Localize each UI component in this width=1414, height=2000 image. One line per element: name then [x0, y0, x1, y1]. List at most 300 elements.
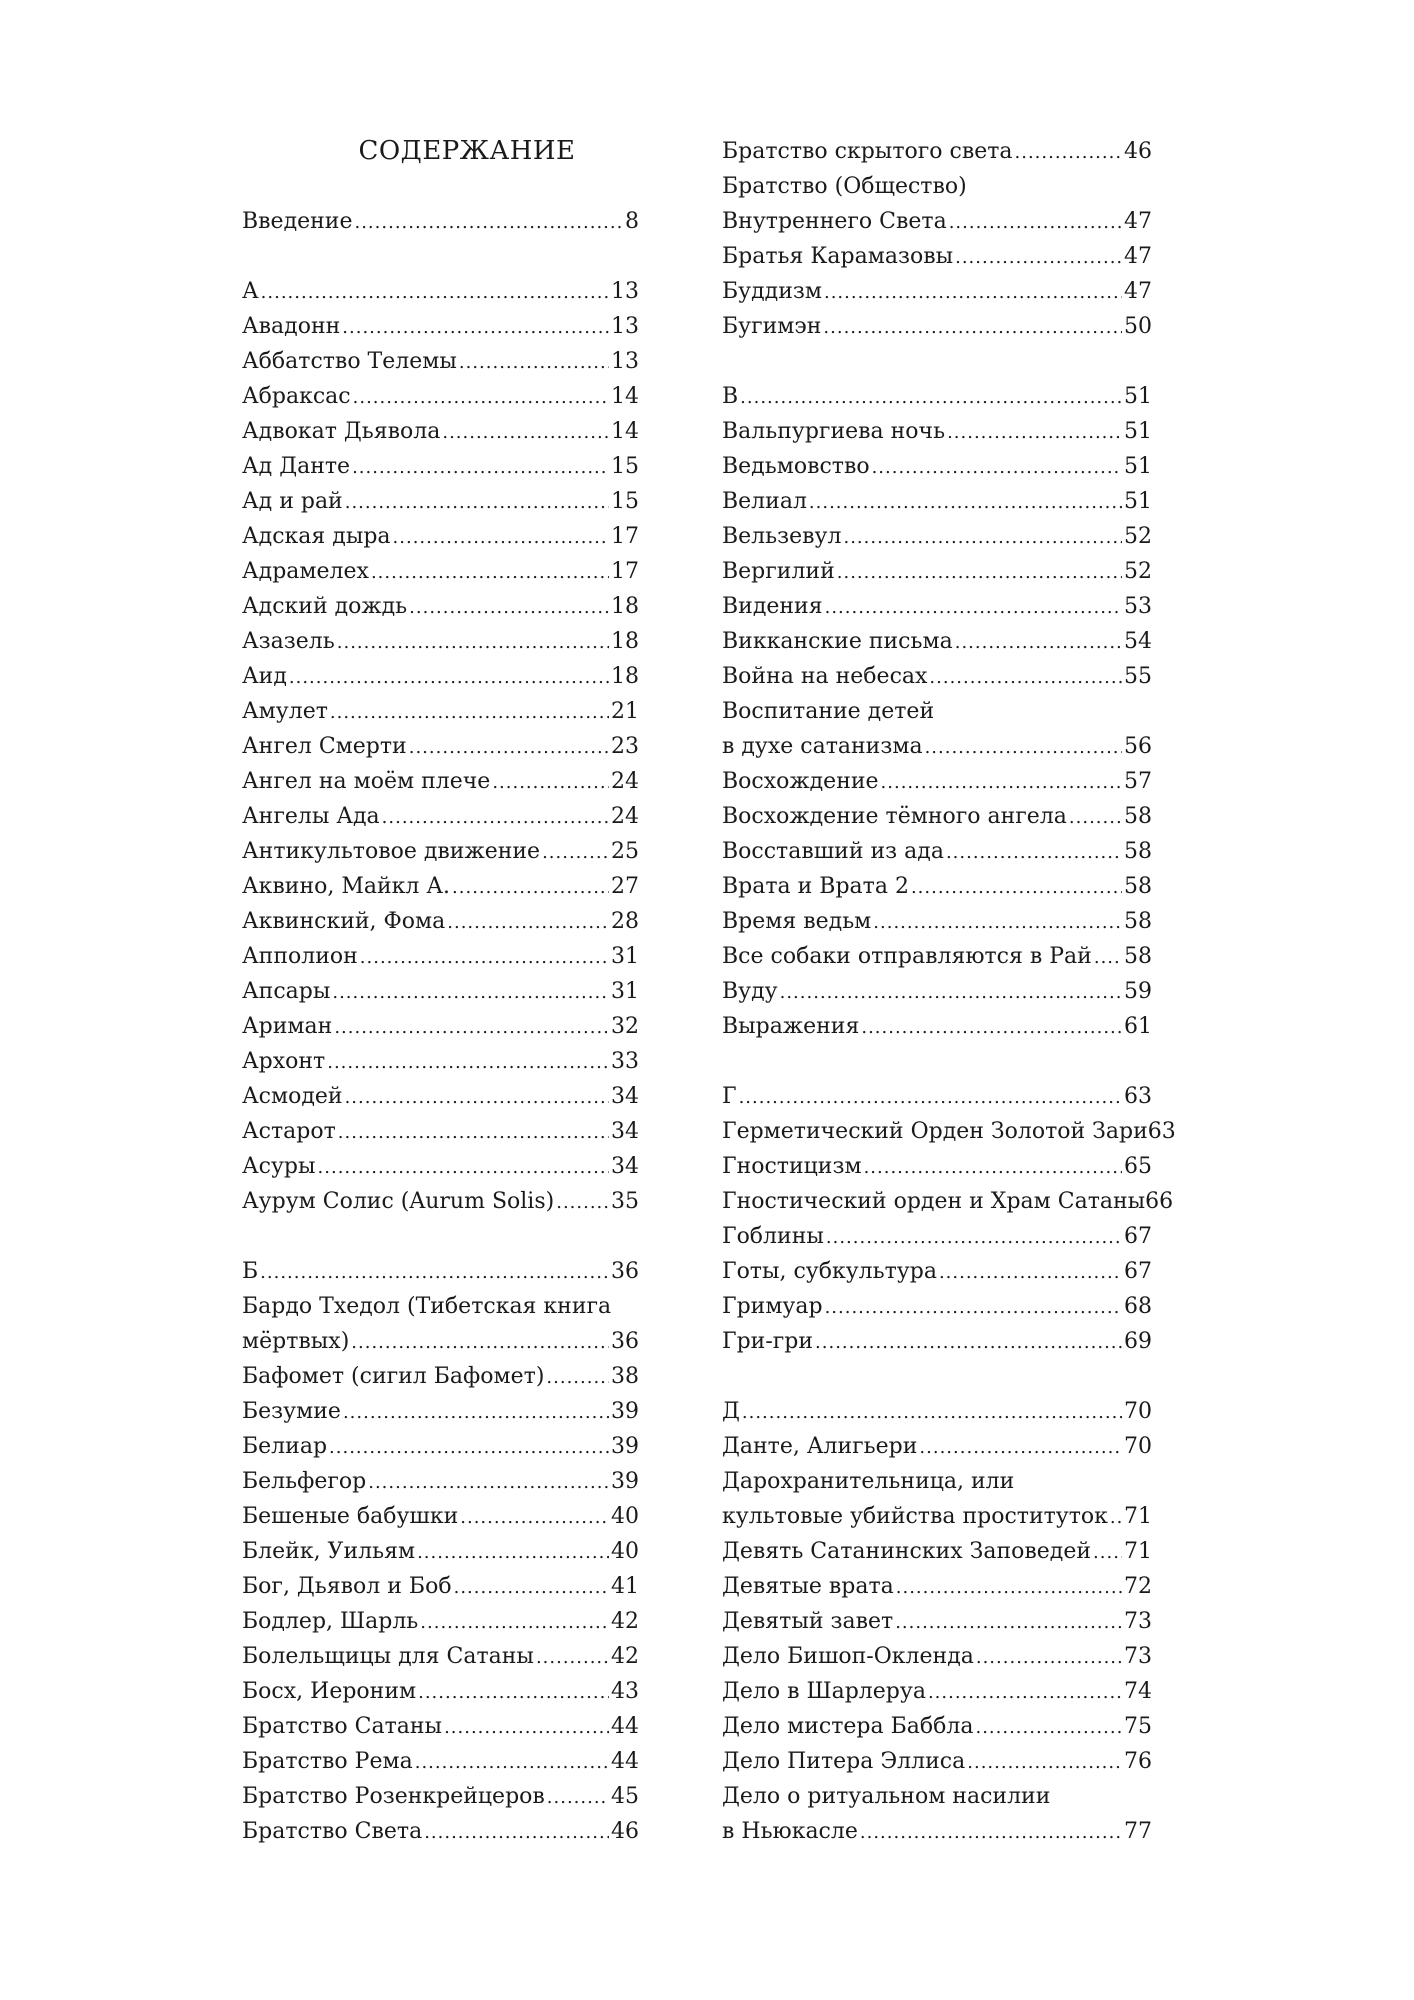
- toc-entry-page: 74: [1124, 1679, 1152, 1704]
- dot-leader: [418, 1674, 609, 1709]
- toc-entry-label: В: [722, 384, 739, 409]
- toc-entry-label: Братство скрытого света: [722, 139, 1013, 164]
- toc-entry: [722, 1604, 1152, 1639]
- toc-entry-label: Восставший из ада: [722, 839, 944, 864]
- dot-leader: [345, 1079, 609, 1114]
- toc-entry-label: Все собаки отправляются в Рай: [722, 944, 1092, 969]
- toc-entry: [242, 1779, 639, 1814]
- dot-leader: [542, 834, 609, 869]
- toc-entry: [722, 659, 1152, 694]
- toc-entry: [242, 414, 639, 449]
- toc-entry: [242, 1324, 639, 1359]
- toc-letter-b: [242, 1254, 639, 1289]
- toc-entry-page: 52: [1124, 524, 1152, 549]
- dot-leader: [536, 1639, 609, 1674]
- dot-leader: [337, 624, 609, 659]
- toc-entry-label: Девятые врата: [722, 1574, 894, 1599]
- toc-entry-page: 56: [1124, 734, 1152, 759]
- dot-leader: [327, 1044, 609, 1079]
- toc-entry: [242, 1604, 639, 1639]
- toc-entry-page: 14: [611, 419, 639, 444]
- dot-leader: [826, 1219, 1122, 1254]
- toc-entry: [242, 1009, 639, 1044]
- toc-entry: [722, 1219, 1152, 1254]
- dot-leader: [334, 1009, 609, 1044]
- toc-entry: [242, 974, 639, 1009]
- toc-entry: [722, 1639, 1152, 1674]
- toc-entry-page: 14: [611, 384, 639, 409]
- toc-entry: [242, 484, 639, 519]
- page-title: СОДЕРЖАНИЕ: [358, 136, 576, 166]
- dot-leader: [809, 484, 1122, 519]
- toc-entry: [722, 1569, 1152, 1604]
- toc-entry-label: Введение: [242, 209, 353, 234]
- toc-entry-page: 46: [611, 1819, 639, 1844]
- toc-entry: [242, 1184, 639, 1219]
- dot-leader: [424, 1814, 609, 1849]
- dot-leader: [929, 659, 1122, 694]
- toc-entry-page: 44: [611, 1749, 639, 1774]
- dot-leader: [919, 1429, 1122, 1464]
- toc-entry: [722, 1009, 1152, 1044]
- toc-entry-page: 39: [611, 1469, 639, 1494]
- toc-entry: [242, 939, 639, 974]
- dot-leader: [861, 1009, 1122, 1044]
- toc-entry-page: 45: [611, 1784, 639, 1809]
- toc-entry: [242, 554, 639, 589]
- toc-entry-page: 51: [1124, 489, 1152, 514]
- toc-entry-label: Астарот: [242, 1119, 336, 1144]
- toc-entry: [242, 309, 639, 344]
- toc-entry-page: 65: [1124, 1154, 1152, 1179]
- toc-entry: [722, 974, 1152, 1009]
- toc-entry: [722, 1534, 1152, 1569]
- toc-entry: [722, 1429, 1152, 1464]
- dot-leader: [420, 1604, 609, 1639]
- toc-entry-label: Выражения: [722, 1014, 860, 1039]
- toc-entry-page: 41: [611, 1574, 639, 1599]
- toc-entry-label: Асмодей: [242, 1084, 343, 1109]
- toc-entry: [242, 1534, 639, 1569]
- dot-leader: [330, 694, 609, 729]
- toc-entry-label: Бодлер, Шарль: [242, 1609, 419, 1634]
- toc-entry: [722, 519, 1152, 554]
- toc-entry-page: 61: [1124, 1014, 1152, 1039]
- toc-entry-label: Г: [722, 1084, 737, 1109]
- toc-entry-page: 50: [1124, 314, 1152, 339]
- dot-leader: [343, 1394, 609, 1429]
- toc-entry: [242, 1639, 639, 1674]
- toc-entry-page: 36: [611, 1329, 639, 1354]
- toc-entry-label: Вуду: [722, 979, 778, 1004]
- toc-entry-page: 35: [611, 1189, 639, 1214]
- toc-entry-page: 33: [611, 1049, 639, 1074]
- toc-entry: [722, 239, 1152, 274]
- toc-entry-page: 39: [611, 1434, 639, 1459]
- toc-entry-label: в Ньюкасле: [722, 1819, 858, 1844]
- toc-entry: [722, 624, 1152, 659]
- dot-leader: [742, 1394, 1122, 1429]
- toc-entry-label: Апсары: [242, 979, 331, 1004]
- toc-entry-label: Босх, Иероним: [242, 1679, 417, 1704]
- dot-leader: [837, 554, 1122, 589]
- toc-entry-label: мёртвых): [242, 1329, 350, 1354]
- toc-entry-page: 63: [1124, 1084, 1152, 1109]
- toc-entry-label: Гностицизм: [722, 1154, 862, 1179]
- toc-entry-label: Архонт: [242, 1049, 326, 1074]
- dot-leader: [824, 274, 1122, 309]
- toc-column-left: [242, 134, 639, 1849]
- toc-entry-line: Дарохранительница, или: [722, 1469, 1015, 1494]
- toc-entry-label: Апполион: [242, 944, 358, 969]
- toc-entry-label: Белиар: [242, 1434, 328, 1459]
- toc-entry-page: 47: [1124, 244, 1152, 269]
- dot-leader: [329, 1429, 609, 1464]
- toc-entry-label: Блейк, Уильям: [242, 1539, 416, 1564]
- dot-leader: [371, 554, 609, 589]
- toc-entry-label: Д: [722, 1399, 740, 1424]
- dot-leader: [946, 834, 1122, 869]
- toc-entry-page: 40: [611, 1504, 639, 1529]
- toc-entry-page: 58: [1124, 839, 1152, 864]
- toc-entry: [722, 1149, 1152, 1184]
- dot-leader: [1094, 939, 1122, 974]
- toc-entry-intro: [242, 204, 639, 239]
- toc-entry-label: Ангел на моём плече: [242, 769, 491, 794]
- toc-entry: [722, 589, 1152, 624]
- toc-entry-label: Братство Сатаны: [242, 1714, 443, 1739]
- dot-leader: [955, 239, 1122, 274]
- toc-entry-label: Ведьмовство: [722, 454, 870, 479]
- dot-leader: [417, 1534, 609, 1569]
- toc-entry: [242, 519, 639, 554]
- toc-entry-label: Дело Бишоп-Окленда: [722, 1644, 974, 1669]
- toc-entry-label: Дело мистера Баббла: [722, 1714, 974, 1739]
- toc-entry-label: Гримуар: [722, 1294, 823, 1319]
- toc-entry-line: Братство (Общество): [722, 174, 967, 199]
- toc-entry: [242, 449, 639, 484]
- toc-entry-page: 39: [611, 1399, 639, 1424]
- toc-entry-page: 75: [1124, 1714, 1152, 1739]
- toc-entry-page: 72: [1124, 1574, 1152, 1599]
- toc-entry: [242, 589, 639, 624]
- toc-entry: [242, 1464, 639, 1499]
- toc-entry-line: Воспитание детей: [722, 699, 935, 724]
- toc-entry: [242, 904, 639, 939]
- dot-leader: [1093, 1534, 1122, 1569]
- dot-leader: [382, 799, 609, 834]
- toc-entry-page: 23: [611, 734, 639, 759]
- toc-entry-label: Гоблины: [722, 1224, 824, 1249]
- toc-entry-label: Адрамелех: [242, 559, 369, 584]
- toc-entry-page: 57: [1124, 769, 1152, 794]
- toc-entry-label: Аид: [242, 664, 287, 689]
- toc-entry-page: 36: [611, 1259, 639, 1284]
- toc-entry-page: 17: [611, 559, 639, 584]
- toc-entry-label: Авадонн: [242, 314, 341, 339]
- toc-entry-page: 21: [611, 699, 639, 724]
- dot-leader: [825, 589, 1122, 624]
- dot-leader: [409, 589, 609, 624]
- toc-entry: [722, 204, 1152, 239]
- toc-entry: [722, 1289, 1152, 1324]
- toc-entry-page: 17: [611, 524, 639, 549]
- dot-leader: [955, 624, 1122, 659]
- toc-entry-label: Данте, Алигьери: [722, 1434, 918, 1459]
- dot-leader: [911, 869, 1122, 904]
- toc-entry-page: 42: [611, 1609, 639, 1634]
- dot-leader: [815, 1324, 1122, 1359]
- toc-entry-page: 24: [611, 769, 639, 794]
- toc-entry-label: Ад Данте: [242, 454, 351, 479]
- toc-entry-page: 31: [611, 979, 639, 1004]
- toc-entry-label: Буддизм: [722, 279, 822, 304]
- dot-leader: [360, 939, 609, 974]
- toc-entry: [242, 659, 639, 694]
- toc-entry: [722, 1499, 1152, 1534]
- toc-entry-page: 18: [611, 629, 639, 654]
- toc-entry: [722, 414, 1152, 449]
- toc-entry: [242, 694, 639, 729]
- toc-entry: [242, 1709, 639, 1744]
- toc-entry-label: Болельщицы для Сатаны: [242, 1644, 534, 1669]
- toc-entry-page: 76: [1124, 1749, 1152, 1774]
- dot-leader: [460, 1499, 609, 1534]
- toc-entry: [242, 1149, 639, 1184]
- toc-entry-page: 70: [1124, 1399, 1152, 1424]
- toc-entry: [242, 624, 639, 659]
- toc-entry: [242, 1114, 639, 1149]
- toc-entry: [242, 1429, 639, 1464]
- toc-entry-page: 71: [1124, 1539, 1152, 1564]
- toc-entry-page: 71: [1124, 1504, 1152, 1529]
- toc-entry-page: 42: [611, 1644, 639, 1669]
- toc-entry-page: 40: [611, 1539, 639, 1564]
- toc-entry-label: А: [242, 279, 259, 304]
- toc-entry-label: Братство Розенкрейцеров: [242, 1784, 545, 1809]
- toc-entry: [242, 1499, 639, 1534]
- dot-leader: [1069, 799, 1122, 834]
- toc-entry-page: 55: [1124, 664, 1152, 689]
- toc-entry-label: Велиал: [722, 489, 807, 514]
- toc-entry-label: Девять Сатанинских Заповедей: [722, 1539, 1092, 1564]
- dot-leader: [459, 344, 609, 379]
- toc-entry: [242, 344, 639, 379]
- toc-letter-v: [722, 379, 1152, 414]
- toc-entry-label: Бешеные бабушки: [242, 1504, 459, 1529]
- toc-entry-page: 73: [1124, 1609, 1152, 1634]
- toc-entry-page: 24: [611, 804, 639, 829]
- toc-entry-page: 53: [1124, 594, 1152, 619]
- toc-entry: [722, 484, 1152, 519]
- toc-entry-label: Викканские письма: [722, 629, 953, 654]
- toc-entry-page: 44: [611, 1714, 639, 1739]
- toc-entry-page: 51: [1124, 419, 1152, 444]
- dot-leader: [843, 519, 1122, 554]
- dot-leader: [949, 204, 1122, 239]
- dot-leader: [896, 1569, 1122, 1604]
- toc-entry-label: Аббатство Телемы: [242, 349, 457, 374]
- toc-entry-page: 25: [611, 839, 639, 864]
- dot-leader: [444, 1709, 609, 1744]
- dot-leader: [975, 1709, 1122, 1744]
- toc-entry: [722, 449, 1152, 484]
- toc-entry: [242, 729, 639, 764]
- toc-entry-page: 47: [1124, 209, 1152, 234]
- toc-entry: [722, 1254, 1152, 1289]
- dot-leader: [739, 1079, 1122, 1114]
- toc-entry-label: Война на небесах: [722, 664, 928, 689]
- toc-entry-label: Антикультовое движение: [242, 839, 541, 864]
- toc-letter-g: [722, 1079, 1152, 1114]
- toc-entry-label: Аурум Солис (Aurum Solis): [242, 1189, 555, 1214]
- toc-entry-page: 47: [1124, 279, 1152, 304]
- toc-entry: [722, 939, 1152, 974]
- dot-leader: [546, 1359, 609, 1394]
- dot-leader: [368, 1464, 609, 1499]
- toc-entry-page: 51: [1124, 454, 1152, 479]
- dot-leader: [928, 1674, 1122, 1709]
- dot-leader: [454, 1569, 609, 1604]
- toc-entry: [722, 309, 1152, 344]
- toc-entry: [242, 869, 639, 904]
- toc-entry-page: 15: [611, 454, 639, 479]
- dot-leader: [872, 449, 1122, 484]
- toc-entry-label: Асуры: [242, 1154, 316, 1179]
- dot-leader: [967, 1744, 1122, 1779]
- dot-leader: [547, 1779, 609, 1814]
- toc-entry-page: 73: [1124, 1644, 1152, 1669]
- toc-letter-a: [242, 274, 639, 309]
- dot-leader: [352, 449, 609, 484]
- dot-leader: [864, 1149, 1122, 1184]
- toc-entry-label: Адская дыра: [242, 524, 391, 549]
- toc-entry: [722, 764, 1152, 799]
- toc-entry-line: Гностический орден и Храм Сатаны66: [722, 1189, 1174, 1214]
- dot-leader: [947, 414, 1122, 449]
- toc-entry-label: Время ведьм: [722, 909, 872, 934]
- toc-entry-page: 32: [611, 1014, 639, 1039]
- dot-leader: [873, 904, 1122, 939]
- toc-entry-page: 58: [1124, 804, 1152, 829]
- toc-entry: [722, 1674, 1152, 1709]
- toc-entry: [722, 869, 1152, 904]
- toc-entry-page: 8: [625, 209, 639, 234]
- toc-entry-page: 54: [1124, 629, 1152, 654]
- toc-entry-page: 28: [611, 909, 639, 934]
- toc-entry-label: Восхождение тёмного ангела: [722, 804, 1067, 829]
- toc-entry: [242, 799, 639, 834]
- dot-leader: [1110, 1499, 1122, 1534]
- toc-entry: [722, 834, 1152, 869]
- toc-entry-label: Ариман: [242, 1014, 333, 1039]
- toc-entry-label: Аквино, Майкл А.: [242, 874, 451, 899]
- dot-leader: [442, 414, 609, 449]
- toc-entry-label: Братство Света: [242, 1819, 423, 1844]
- toc-entry: [242, 1814, 639, 1849]
- toc-entry-page: 13: [611, 314, 639, 339]
- toc-entry-page: 18: [611, 594, 639, 619]
- dot-leader: [895, 1604, 1122, 1639]
- dot-leader: [289, 659, 609, 694]
- toc-entry: [722, 554, 1152, 589]
- toc-entry-label: Азазель: [242, 629, 335, 654]
- toc-entry-page: 15: [611, 489, 639, 514]
- toc-entry-label: культовые убийства проституток: [722, 1504, 1108, 1529]
- toc-entry-label: Восхождение: [722, 769, 879, 794]
- toc-entry-page: 69: [1124, 1329, 1152, 1354]
- toc-entry-label: Ангел Смерти: [242, 734, 407, 759]
- toc-entry-label: Б: [242, 1259, 259, 1284]
- dot-leader: [939, 1254, 1122, 1289]
- toc-entry-label: Братья Карамазовы: [722, 244, 954, 269]
- toc-entry-line: Дело о ритуальном насилии: [722, 1784, 1051, 1809]
- dot-leader: [881, 764, 1122, 799]
- toc-entry-page: 13: [611, 279, 639, 304]
- toc-entry: [722, 904, 1152, 939]
- dot-leader: [823, 309, 1122, 344]
- toc-entry-page: 27: [611, 874, 639, 899]
- toc-entry-line: Бардо Тхедол (Тибетская книга: [242, 1294, 612, 1319]
- dot-leader: [353, 379, 609, 414]
- toc-entry-label: Ад и рай: [242, 489, 343, 514]
- toc-entry-page: 67: [1124, 1224, 1152, 1249]
- toc-entry-page: 70: [1124, 1434, 1152, 1459]
- toc-entry-label: Бог, Дьявол и Боб: [242, 1574, 452, 1599]
- toc-entry: [242, 379, 639, 414]
- dot-leader: [261, 274, 609, 309]
- toc-entry-page: 13: [611, 349, 639, 374]
- dot-leader: [345, 484, 609, 519]
- dot-leader: [976, 1639, 1122, 1674]
- dot-leader: [318, 1149, 609, 1184]
- dot-leader: [1015, 134, 1122, 169]
- dot-leader: [452, 869, 609, 904]
- toc-entry-label: Амулет: [242, 699, 328, 724]
- toc-entry-page: 34: [611, 1119, 639, 1144]
- dot-leader: [492, 764, 609, 799]
- dot-leader: [925, 729, 1122, 764]
- dot-leader: [780, 974, 1122, 1009]
- toc-entry-page: 34: [611, 1084, 639, 1109]
- toc-entry: [242, 764, 639, 799]
- toc-entry: [242, 1044, 639, 1079]
- toc-entry: [722, 134, 1152, 169]
- toc-entry-label: Дело Питера Эллиса: [722, 1749, 966, 1774]
- toc-entry-label: Дело в Шарлеруа: [722, 1679, 926, 1704]
- dot-leader: [825, 1289, 1122, 1324]
- toc-entry-label: Врата и Врата 2: [722, 874, 909, 899]
- toc-entry-label: Ангелы Ада: [242, 804, 380, 829]
- dot-leader: [354, 204, 623, 239]
- toc-entry-label: Безумие: [242, 1399, 341, 1424]
- toc-entry-label: Адвокат Дьявола: [242, 419, 441, 444]
- dot-leader: [393, 519, 609, 554]
- toc-entry-label: Вельзевул: [722, 524, 842, 549]
- toc-entry: [722, 729, 1152, 764]
- toc-entry-page: 58: [1124, 944, 1152, 969]
- toc-entry: [242, 1359, 639, 1394]
- toc-entry-label: Вальпургиева ночь: [722, 419, 946, 444]
- toc-entry-label: Вергилий: [722, 559, 835, 584]
- toc-entry-page: 31: [611, 944, 639, 969]
- toc-entry-label: Видения: [722, 594, 823, 619]
- dot-leader: [409, 729, 609, 764]
- toc-entry-label: Бафомет (сигил Бафомет): [242, 1364, 545, 1389]
- toc-entry: [242, 1394, 639, 1429]
- toc-entry: [242, 1744, 639, 1779]
- dot-leader: [447, 904, 609, 939]
